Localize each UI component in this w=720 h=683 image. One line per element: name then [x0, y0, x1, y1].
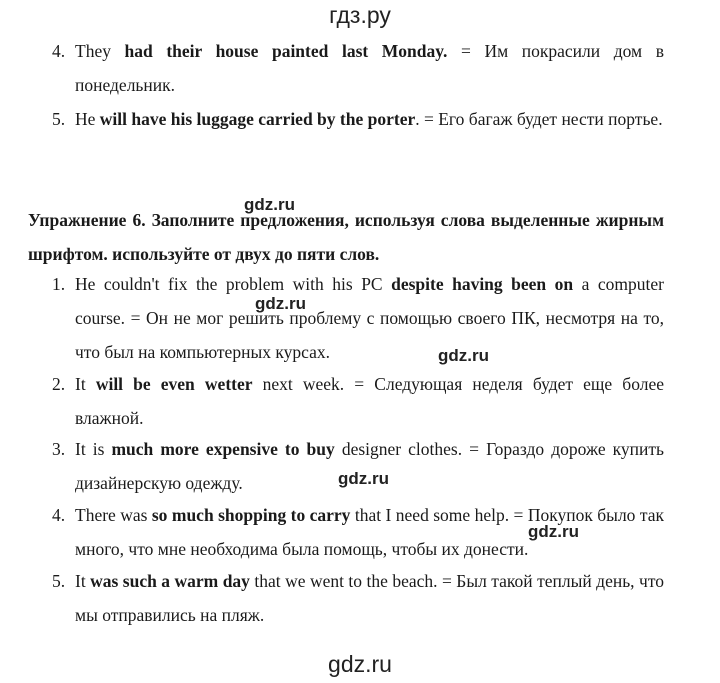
bold-phrase: had their house painted last Monday. [124, 41, 448, 61]
item-number: 5. [52, 571, 66, 591]
bold-phrase: much more expensive to buy [111, 439, 335, 459]
bold-phrase: so much shopping to carry [151, 505, 351, 525]
watermark: gdz.ru [244, 195, 295, 214]
watermark: gdz.ru [255, 294, 306, 313]
list-item [52, 564, 664, 632]
item-text: It will be even wetter next week. = Следующая неделя будет еще более влажной. [75, 374, 664, 428]
list-item [52, 267, 664, 369]
item-number: 3. [52, 439, 66, 459]
list-item [52, 34, 664, 102]
list-item [52, 367, 664, 435]
list-item [52, 102, 664, 136]
item-text: It is much more expensive to buy designer clothes. = Гораздо дороже купить дизайнерскую одежду. [75, 439, 664, 493]
watermark: gdz.ru [338, 469, 389, 488]
watermark: gdz.ru [528, 522, 579, 541]
item-number: 2. [52, 374, 66, 394]
bold-phrase: was such a warm day [90, 571, 250, 591]
item-number: 5. [52, 109, 66, 129]
item-text: He will have his luggage carried by the porter. = Его багаж будет нести портье. [75, 109, 663, 129]
list-item [52, 432, 664, 500]
bold-phrase: will have his luggage carried by the porter [99, 109, 416, 129]
item-text: There was so much shopping to carry that I need some help. = Покупок было так много, что мне необходима была помощь, чтобы их донести. [75, 505, 664, 559]
item-text: He couldn't fix the problem with his PC despite having been on a computer course. = Он не мог решить проблему с помощью своего ПК, несмотря на то, что был на компьютерных курсах. [75, 274, 664, 362]
item-number: 1. [52, 274, 66, 294]
site-header: гдз.ру [329, 2, 391, 28]
item-number: 4. [52, 505, 66, 525]
exercise-title: Упражнение 6. Заполните предложения, используя слова выделенные жирным шрифтом. используйте от двух до пяти слов. [28, 210, 664, 264]
bold-phrase: despite having been on [391, 274, 574, 294]
bold-phrase: will be even wetter [95, 374, 253, 394]
watermark: gdz.ru [438, 346, 489, 365]
item-number: 4. [52, 41, 66, 61]
item-text: It was such a warm day that we went to the beach. = Был такой теплый день, что мы отправились на пляж. [75, 571, 664, 625]
item-text: They had their house painted last Monday. = Им покрасили дом в понедельник. [75, 41, 664, 95]
site-footer: gdz.ru [328, 651, 392, 677]
